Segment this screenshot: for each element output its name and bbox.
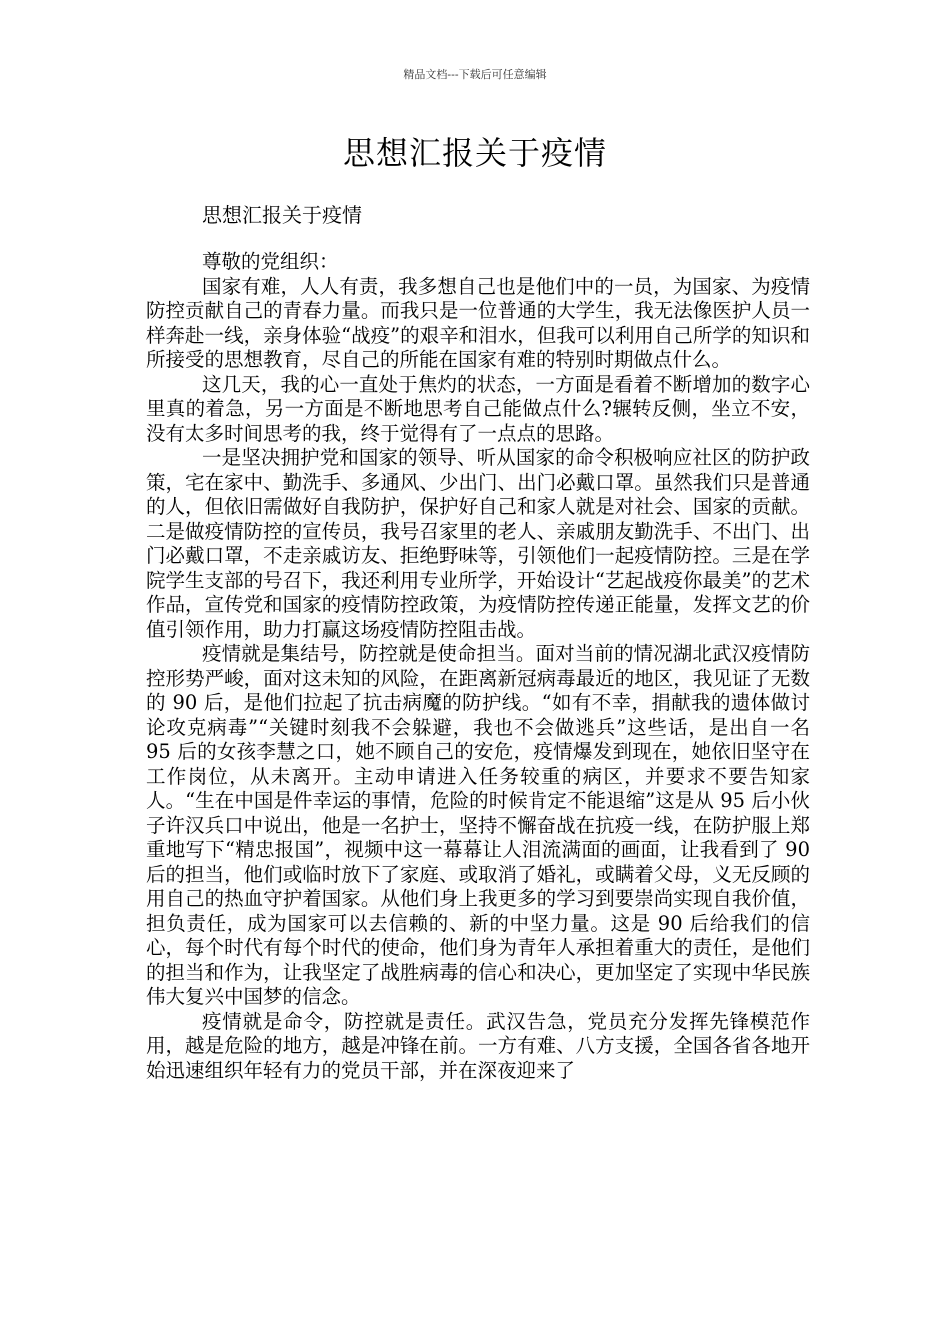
paragraph-4: 疫情就是集结号，防控就是使命担当。面对当前的情况湖北武汉疫情防控形势严峻，面对这未知的风险，在距离新冠病毒最近的地区，我见证了无数的 90 后，是他们拉起了抗击病魔的防护线。“如有不幸，捐献我的遗体做讨论攻克病毒”“关键时刻我不会躲避，我也不会做逃兵”这些话，是出自一名 95 后的女孩李慧之口，她不顾自己的安危，疫情爆发到现在，她依旧坚守在工作岗位，从未离开。主动申请进入任务较重的病区，并要求不要告知家人。“生在中国是件幸运的事情，危险的时候肯定不能退缩”这是从 95 后小伙子许汉兵口中说出，他是一名护士，坚持不懈奋战在抗疫一线，在防护服上郑重地写下“精忠报国”，视频中这一幕幕让人泪流满面的画面，让我看到了 90 后的担当，他们或临时放下了家庭、或取消了婚礼，或瞒着父母，义无反顾的用自己的热血守护着国家。从他们身上我更多的学习到要崇尚实现自我价值，担负责任，成为国家可以去信赖的、新的中坚力量。这是 90 后给我们的信心，每个时代有每个时代的使命，他们身为青年人承担着重大的责任，是他们的担当和作为，让我坚定了战胜病毒的信心和决心，更加坚定了实现中华民族伟大复兴中国梦的信念。 xyxy=(146,642,810,1008)
document-subtitle: 思想汇报关于疫情 xyxy=(202,203,362,227)
document-body xyxy=(146,250,810,1083)
paragraph-1: 国家有难，人人有责，我多想自己也是他们中的一员，为国家、为疫情防控贡献自己的青春力量。而我只是一位普通的大学生，我无法像医护人员一样奔赴一线，亲身体验“战疫”的艰辛和泪水，但我可以利用自己所学的知识和所接受的思想教育，尽自己的所能在国家有难的特别时期做点什么。 xyxy=(146,274,810,371)
paragraph-5: 疫情就是命令，防控就是责任。武汉告急，党员充分发挥先锋模范作用，越是危险的地方，越是冲锋在前。一方有难、八方支援，全国各省各地开始迅速组织年轻有力的党员干部，并在深夜迎来了 xyxy=(146,1009,810,1082)
document-title: 思想汇报关于疫情 xyxy=(342,134,607,172)
salutation: 尊敬的党组织： xyxy=(202,250,339,273)
paragraph-3: 一是坚决拥护党和国家的领导、听从国家的命令积极响应社区的防护政策，宅在家中、勤洗手、多通风、少出门、出门必戴口罩。虽然我们只是普通的人，但依旧需做好自我防护，保护好自己和家人就是对社会、国家的贡献。二是做疫情防控的宣传员，我号召家里的老人、亲戚朋友勤洗手、不出门、出门必戴口罩，不走亲戚访友、拒绝野味等，引领他们一起疫情防控。三是在学院学生支部的号召下，我还利用专业所学，开始设计“艺起战疫你最美”的艺术作品，宣传党和国家的疫情防控政策，为疫情防控传递正能量，发挥文艺的价值引领作用，助力打赢这场疫情防控阻击战。 xyxy=(146,446,810,641)
header-note: 精品文档---下载后可任意编辑 xyxy=(403,68,547,81)
paragraph-2: 这几天，我的心一直处于焦灼的状态，一方面是看着不断增加的数字心里真的着急，另一方面是不断地思考自己能做点什么?辗转反侧，坐立不安，没有太多时间思考的我，终于觉得有了一点点的思路。 xyxy=(146,372,810,445)
